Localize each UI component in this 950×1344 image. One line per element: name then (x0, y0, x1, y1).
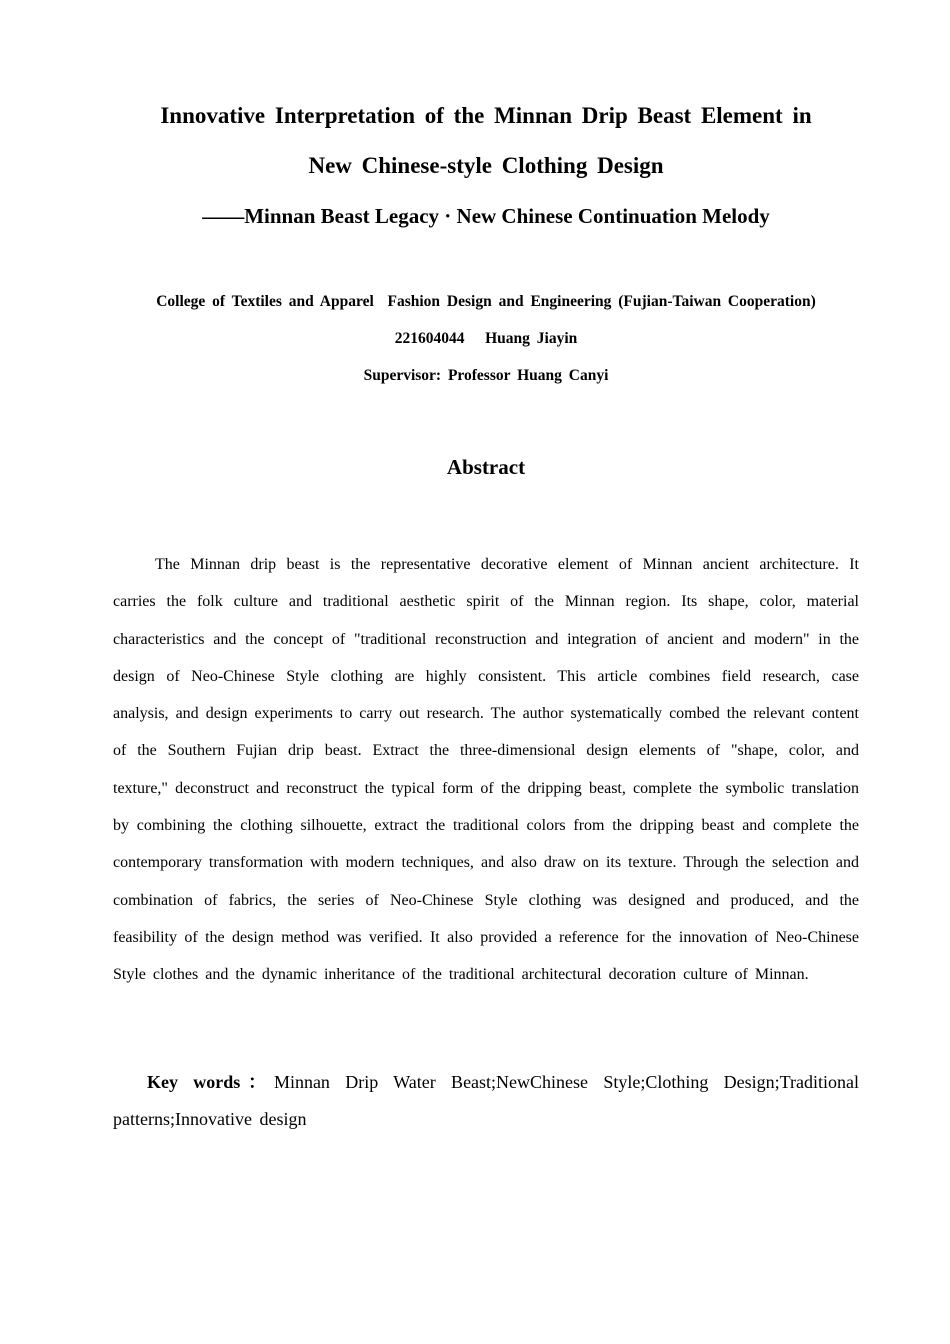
abstract-heading: Abstract (446, 455, 526, 479)
title-line-1: Innovative Interpretation of the Minnan Drip Beast Element in (160, 103, 812, 128)
keywords-label: Key words： (147, 1072, 274, 1092)
abstract-body: The Minnan drip beast is the representative decorative element of Minnan ancient architecture. It carries the folk culture and traditional aesthetic spirit of the Minnan region. Its shape, color, material characteristics and the concept of "traditional reconstruction and integration of ancient and modern" in the design of Neo-Chinese Style clothing are highly consistent. This article combines field research, case analysis, and design experiments to carry out research. The author systematically combed the relevant content of the Southern Fujian drip beast. Extract the three-dimensional design elements of "shape, color, and texture," deconstruct and reconstruct the typical form of the dripping beast, complete the symbolic translation by combining the clothing silhouette, extract the traditional colors from the dripping beast and complete the contemporary transformation with modern techniques, and also draw on its texture. Through the selection and combination of fabrics, the series of Neo-Chinese Style clothing was designed and produced, and the feasibility of the design method was verified. It also provided a reference for the innovation of Neo-Chinese Style clothes and the dynamic inheritance of the traditional architectural decoration culture of Minnan. (113, 556, 859, 984)
keywords-paragraph (113, 1064, 859, 1138)
affiliation: College of Textiles and Apparel Fashion Design and Engineering (Fujian-Taiwan Cooperation) (156, 293, 816, 310)
student-id-name: 221604044 Huang Jiayin (394, 330, 578, 347)
title-line-2: New Chinese-style Clothing Design (308, 153, 664, 178)
supervisor: Supervisor: Professor Huang Canyi (363, 367, 609, 384)
subtitle: ——Minnan Beast Legacy · New Chinese Continuation Melody (202, 204, 770, 228)
keywords-text: Minnan Drip Water Beast;NewChinese Style;Clothing Design;Traditional patterns;Innovative design (113, 1072, 859, 1129)
